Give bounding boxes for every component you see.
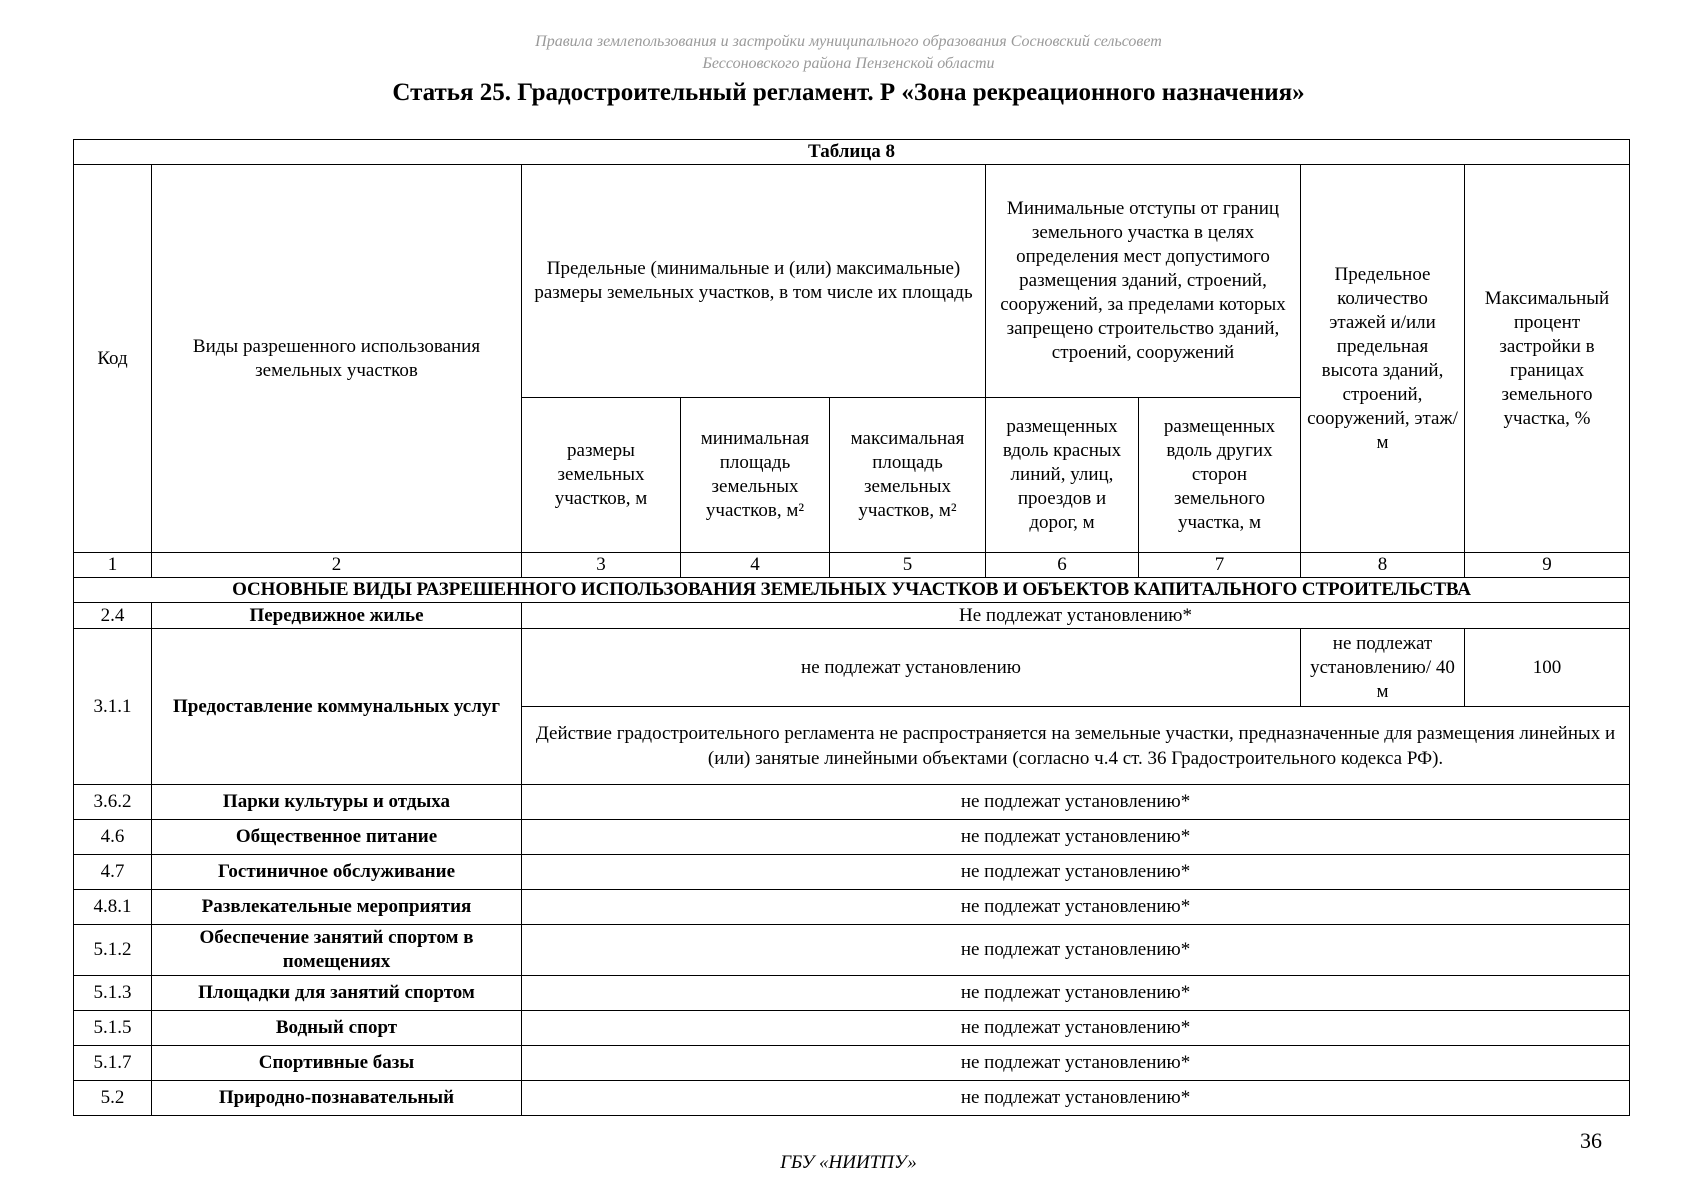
row-value: Не подлежат установлению* xyxy=(522,603,1630,629)
column-numbers-row xyxy=(74,553,1630,578)
row-name: Водный спорт xyxy=(152,1011,522,1046)
article-title: Статья 25. Градостроительный регламент. Р «Зона рекреационного назначения» xyxy=(392,79,1305,106)
row-percent: 100 xyxy=(1465,629,1630,707)
column-number: 5 xyxy=(830,553,986,578)
table-row xyxy=(74,1081,1630,1116)
col-header-size-m: размеры земельных участков, м xyxy=(522,398,681,553)
col-header-code: Код xyxy=(74,165,152,553)
row-code: 5.1.5 xyxy=(74,1011,152,1046)
col-header-max-percent: Максимальный процент застройки в границах земельного участка, % xyxy=(1465,165,1630,553)
table-row xyxy=(74,629,1630,707)
col-header-max-area: максимальная площадь земельных участков, м² xyxy=(830,398,986,553)
row-code: 5.1.2 xyxy=(74,925,152,976)
page-footer: ГБУ «НИИТПУ» xyxy=(780,1152,917,1173)
col-header-min-area: минимальная площадь земельных участков, м² xyxy=(681,398,830,553)
column-number: 3 xyxy=(522,553,681,578)
row-code: 5.2 xyxy=(74,1081,152,1116)
row-code: 2.4 xyxy=(74,603,152,629)
column-number: 6 xyxy=(986,553,1139,578)
row-value: не подлежат установлению* xyxy=(522,890,1630,925)
table-row xyxy=(74,976,1630,1011)
table-row xyxy=(74,925,1630,976)
row-value: не подлежат установлению* xyxy=(522,1046,1630,1081)
row-value: не подлежат установлению* xyxy=(522,820,1630,855)
row-value: не подлежат установлению* xyxy=(522,855,1630,890)
table-row xyxy=(74,1046,1630,1081)
row-name: Передвижное жилье xyxy=(152,603,522,629)
col-header-setback-other: размещенных вдоль других сторон земельного участка, м xyxy=(1139,398,1301,553)
table-row xyxy=(74,855,1630,890)
row-value: не подлежат установлению* xyxy=(522,925,1630,976)
row-name: Обеспечение занятий спортом в помещениях xyxy=(152,925,522,976)
col-header-setback-red: размещенных вдоль красных линий, улиц, проездов и дорог, м xyxy=(986,398,1139,553)
row-value: не подлежат установлению* xyxy=(522,785,1630,820)
page-number: 36 xyxy=(1580,1128,1602,1153)
row-name: Развлекательные мероприятия xyxy=(152,890,522,925)
row-name: Общественное питание xyxy=(152,820,522,855)
row-code: 3.6.2 xyxy=(74,785,152,820)
row-code: 4.6 xyxy=(74,820,152,855)
column-number: 4 xyxy=(681,553,830,578)
table-row xyxy=(74,785,1630,820)
row-code: 4.7 xyxy=(74,855,152,890)
row-code: 4.8.1 xyxy=(74,890,152,925)
table-row xyxy=(74,820,1630,855)
row-name: Гостиничное обслуживание xyxy=(152,855,522,890)
regulation-table xyxy=(73,139,1630,1116)
col-header-sizes-group: Предельные (минимальные и (или) максимальные) размеры земельных участков, в том числе их площадь xyxy=(522,165,986,398)
row-code: 3.1.1 xyxy=(74,629,152,785)
row-code: 5.1.3 xyxy=(74,976,152,1011)
row-value: не подлежат установлению* xyxy=(522,1011,1630,1046)
column-number: 7 xyxy=(1139,553,1301,578)
col-header-setbacks-group: Минимальные отступы от границ земельного участка в целях определения мест допустимого размещения зданий, строений, сооружений, за пределами которых запрещено строительство зданий, строений, сооружений xyxy=(986,165,1301,398)
row-name: Предоставление коммунальных услуг xyxy=(152,629,522,785)
row-name: Парки культуры и отдыха xyxy=(152,785,522,820)
col-header-floors: Предельное количество этажей и/или предельная высота зданий, строений, сооружений, этаж/м xyxy=(1301,165,1465,553)
column-number: 8 xyxy=(1301,553,1465,578)
row-value: не подлежат установлению* xyxy=(522,1081,1630,1116)
row-floors: не подлежат установлению/ 40 м xyxy=(1301,629,1465,707)
column-number: 9 xyxy=(1465,553,1630,578)
table-row xyxy=(74,1011,1630,1046)
row-code: 5.1.7 xyxy=(74,1046,152,1081)
table-label: Таблица 8 xyxy=(74,140,1630,165)
table-row xyxy=(74,890,1630,925)
column-number: 2 xyxy=(152,553,522,578)
row-value: не подлежат установлению xyxy=(522,629,1301,707)
running-header-line1: Правила землепользования и застройки муниципального образования Сосновский сельсовет xyxy=(535,33,1162,50)
col-header-use: Виды разрешенного использования земельных участков xyxy=(152,165,522,553)
running-header-line2: Бессоновского района Пензенской области xyxy=(702,55,995,72)
table-row xyxy=(74,603,1630,629)
row-value: не подлежат установлению* xyxy=(522,976,1630,1011)
section-heading: ОСНОВНЫЕ ВИДЫ РАЗРЕШЕННОГО ИСПОЛЬЗОВАНИЯ ЗЕМЕЛЬНЫХ УЧАСТКОВ И ОБЪЕКТОВ КАПИТАЛЬНОГО СТРОИТЕЛЬСТВА xyxy=(74,578,1630,603)
column-number: 1 xyxy=(74,553,152,578)
row-name: Площадки для занятий спортом xyxy=(152,976,522,1011)
row-name: Природно-познавательный xyxy=(152,1081,522,1116)
row-note: Действие градостроительного регламента не распространяется на земельные участки, предназначенные для размещения линейных и (или) занятые линейными объектами (согласно ч.4 ст. 36 Градостроительного кодекса РФ). xyxy=(522,707,1630,785)
row-name: Спортивные базы xyxy=(152,1046,522,1081)
